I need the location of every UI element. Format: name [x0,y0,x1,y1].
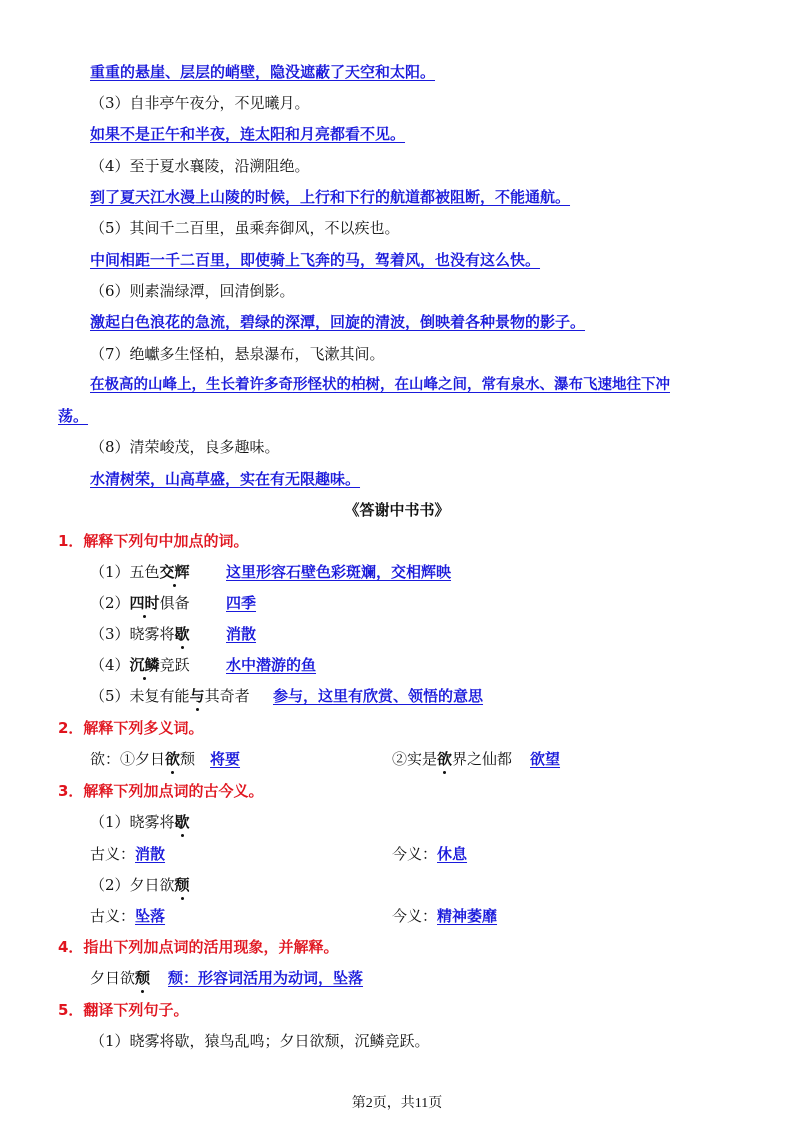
answer-text: 这里形容石壁色彩斑斓，交相辉映 [226,563,452,581]
question-text: （7）绝巘多生怪柏，悬泉瀑布，飞漱其间。 [90,345,385,363]
answer-text: 中间相距一千二百里，即使骑上飞奔的马，驾着风，也没有这么快。 [90,251,541,269]
ancient-meaning: 古义：消散 [90,845,166,863]
question-heading: 3．解释下列加点词的古今义。 [58,782,264,800]
answer-text: 休息 [437,845,468,863]
dotted-word: 欲 [437,750,453,768]
question-text: （8）清荣峻茂，良多趣味。 [90,438,280,456]
answer-text: 水清树荣，山高草盛，实在有无限趣味。 [90,470,361,488]
modern-meaning: 今义：精神萎靡 [392,907,498,925]
dotted-word: 颓 [135,969,151,987]
question-text: （3）自非亭午夜分，不见曦月。 [90,94,310,112]
answer-text: 在极高的山峰上，生长着许多奇形怪状的柏树，在山峰之间，常有泉水、瀑布飞速地往下冲 [90,376,670,393]
list-item: 欲：①夕日欲颓 [90,750,196,768]
answer-text: 精神萎靡 [437,907,498,925]
question-heading: 4．指出下列加点词的活用现象，并解释。 [58,938,339,956]
answer-text: 坠落 [135,907,166,925]
list-item: （3）晓雾将歇 [90,625,190,643]
answer-text: 四季 [226,594,257,612]
answer-text: 激起白色浪花的急流，碧绿的深潭，回旋的清波，倒映着各种景物的影子。 [90,313,586,331]
question-text: （4）至于夏水襄陵，沿溯阻绝。 [90,157,310,175]
dotted-word: 交辉 [159,563,190,581]
answer-text: 水中潜游的鱼 [226,656,317,674]
list-item: （4）沉鳞竞跃 [90,656,190,674]
ancient-meaning: 古义：坠落 [90,907,166,925]
list-item: ②实是欲界之仙都 [392,750,513,768]
question-text: （6）则素湍绿潭，回清倒影。 [90,282,295,300]
question-text: （5）其间千二百里，虽乘奔御风，不以疾也。 [90,219,400,237]
question-heading: 5．翻译下列句子。 [58,1001,189,1019]
dotted-word: 歇 [174,625,190,643]
list-item: （1）晓雾将歇 [90,813,190,831]
modern-meaning: 今义：休息 [392,845,468,863]
list-item: （2）四时俱备 [90,594,190,612]
page-footer: 第2页，共11页 [351,1096,443,1111]
question-heading: 2．解释下列多义词。 [58,719,204,737]
answer-text: 消散 [135,845,166,863]
dotted-word: 四时 [129,594,160,612]
dotted-word: 与 [189,687,205,705]
dotted-word: 颓 [174,876,190,894]
answer-text: 将要 [210,750,241,768]
list-item: 夕日欲颓 [90,969,151,987]
dotted-word: 歇 [174,813,190,831]
dotted-word: 沉鳞 [129,656,160,674]
answer-text: 参与，这里有欣赏、领悟的意思 [273,687,484,705]
list-item: （1）五色交辉 [90,563,190,581]
answer-text: 重重的悬崖、层层的峭壁，隐没遮蔽了天空和太阳。 [90,63,436,81]
answer-text: 如果不是正午和半夜，连太阳和月亮都看不见。 [90,125,406,143]
answer-text: 到了夏天江水漫上山陵的时候，上行和下行的航道都被阻断，不能通航。 [90,188,571,206]
answer-text: 消散 [226,625,257,643]
section-title: 《答谢中书书》 [344,501,450,519]
question-heading: 1．解释下列句中加点的词。 [58,532,249,550]
answer-text: 荡。 [58,407,89,425]
question-text: （1）晓雾将歇，猿鸟乱鸣；夕日欲颓，沉鳞竞跃。 [90,1032,430,1050]
dotted-word: 欲 [165,750,181,768]
list-item: （2）夕日欲颓 [90,876,190,894]
list-item: （5）未复有能与其奇者 [90,687,250,705]
answer-text: 颓：形容词活用为动词，坠落 [168,969,364,987]
answer-text: 欲望 [530,750,561,768]
